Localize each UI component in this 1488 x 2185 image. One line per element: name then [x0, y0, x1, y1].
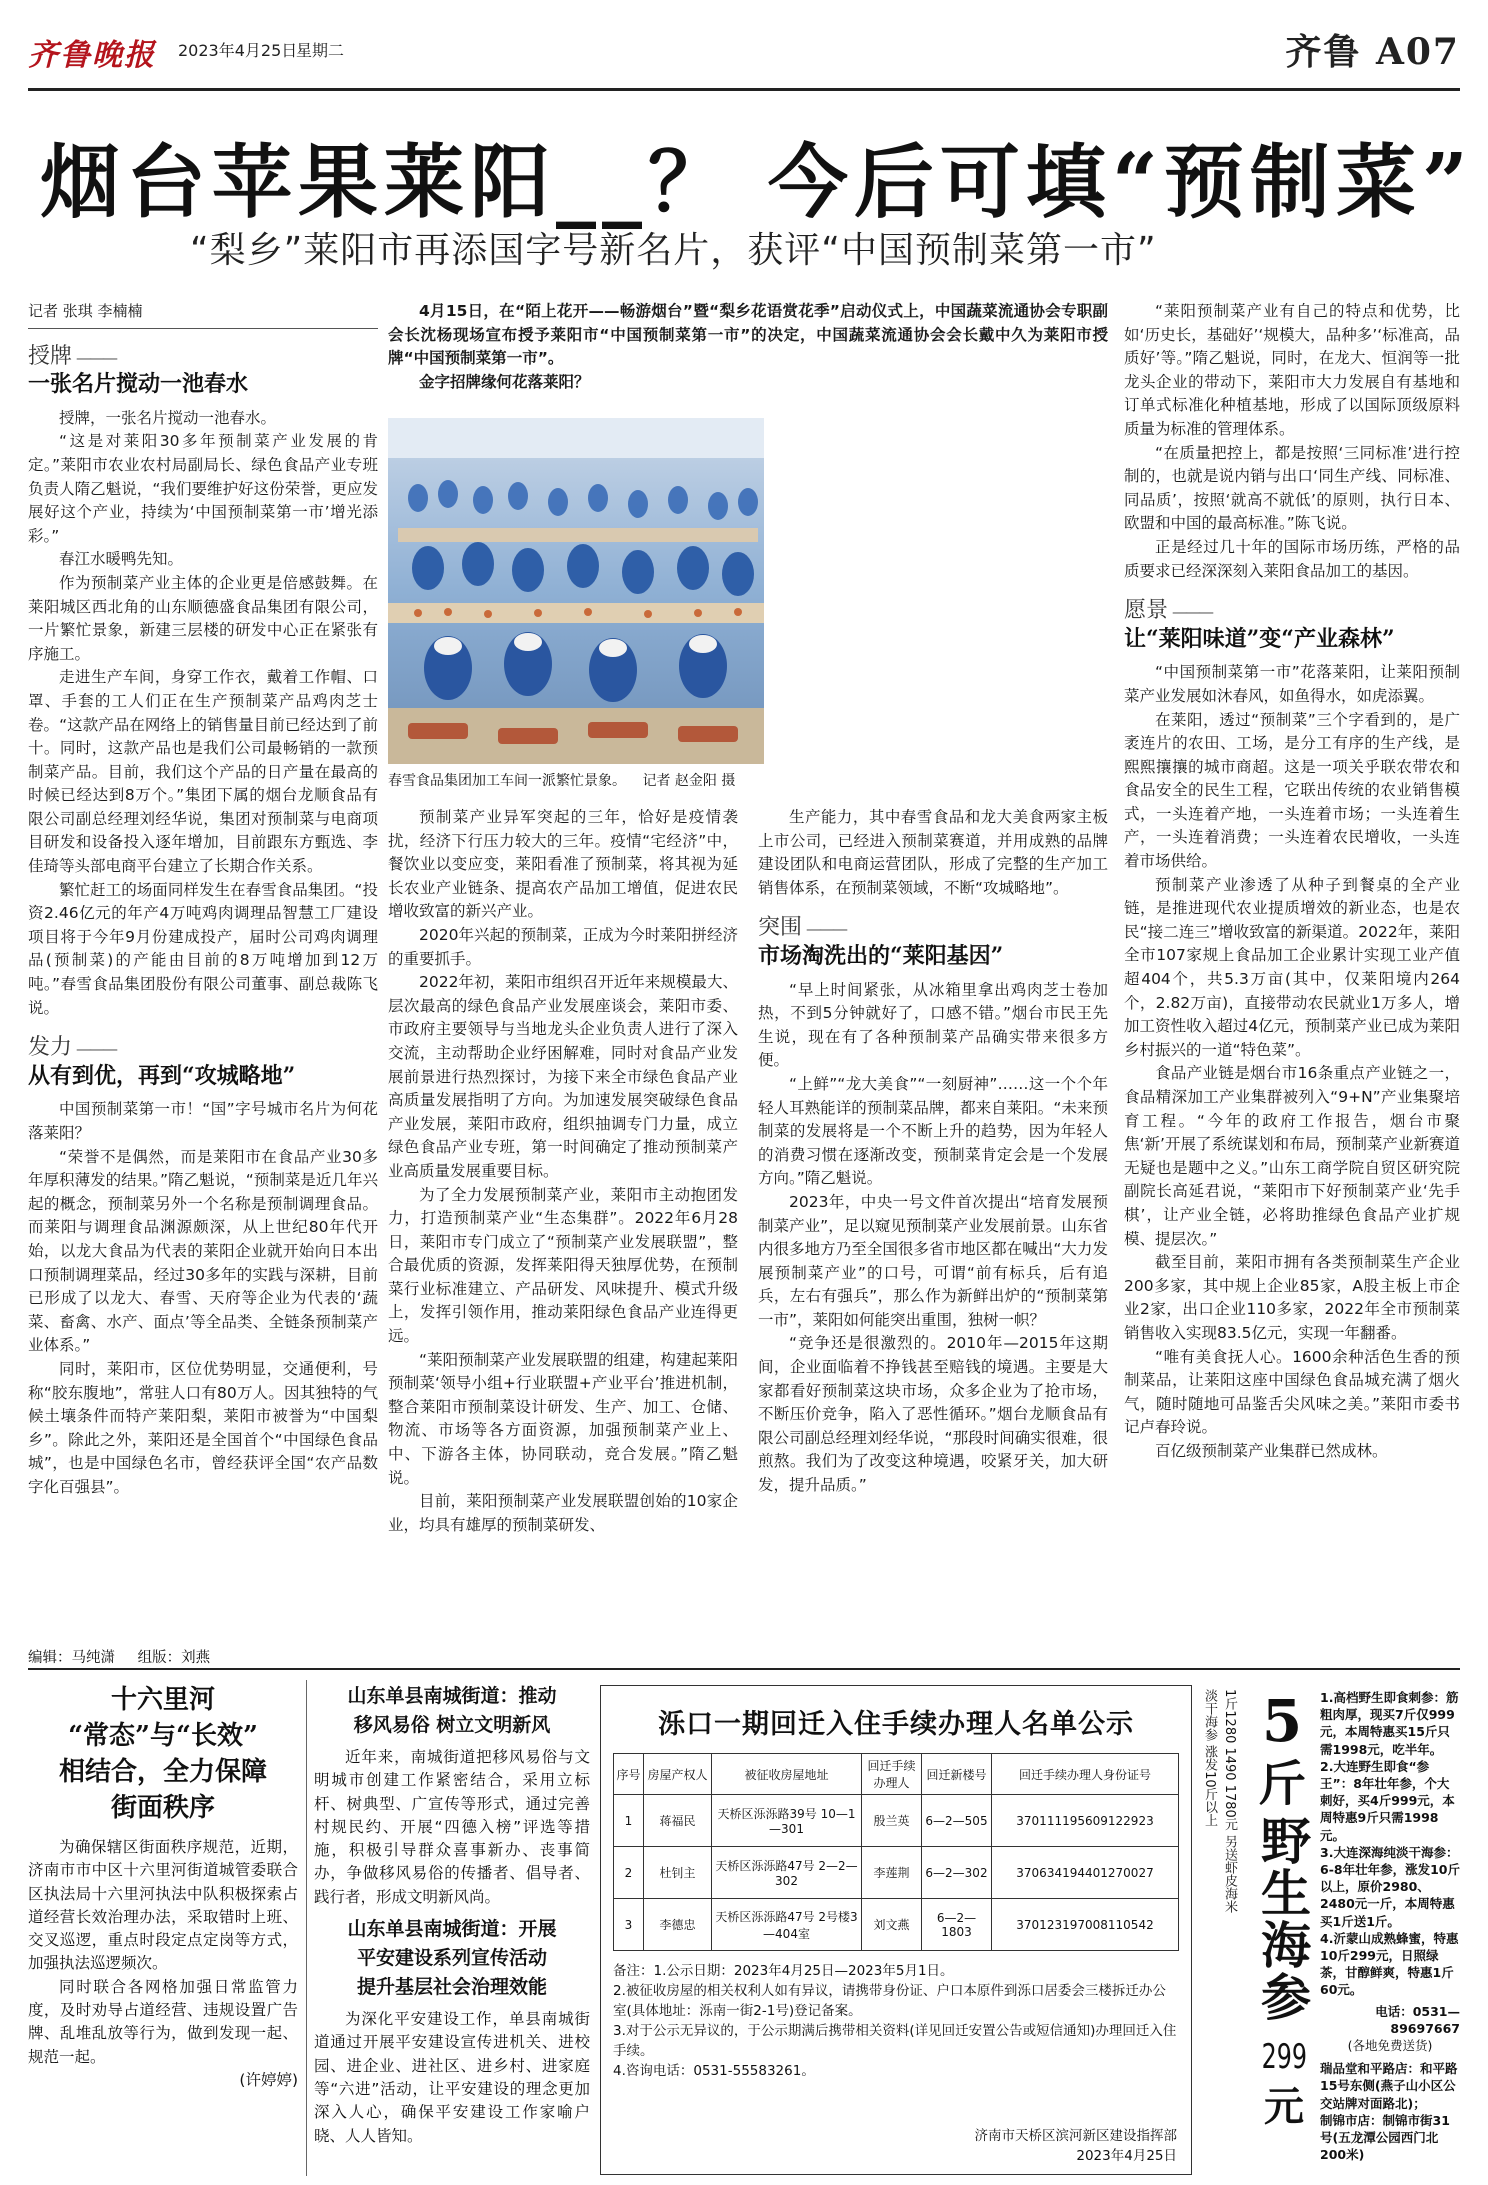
- brief-title-line: 山东单县南城街道：开展: [347, 1918, 557, 1941]
- column-rule: [306, 1680, 307, 2176]
- table-cell: 刘文燕: [862, 1899, 922, 1951]
- paragraph: 百亿级预制菜产业集群已然成林。: [1155, 1441, 1388, 1460]
- notice-note: 4.咨询电话：0531-55583261。: [613, 2063, 815, 2079]
- brief-title-line: 街面秩序: [110, 1793, 215, 1823]
- article-lead: [388, 300, 1108, 412]
- table-cell: 6—2—302: [922, 1847, 992, 1899]
- paragraph: 2020年兴起的预制菜，正成为今时莱阳拼经济的重要抓手。: [388, 925, 738, 968]
- paragraph: 2023年，中央一号文件首次提出“培育发展预制菜产业”，足以窥见预制菜产业发展前景。山东省内很多地方乃至全国很多省市地区都在喊出“大力发展预制菜产业”的口号，可谓“前有标兵，后有追兵，左右有强兵”，那么作为新鲜出炉的“预制菜第一市”，莱阳如何能突出重围，独树一帜？: [758, 1192, 1108, 1329]
- notice-table: [613, 1753, 1179, 1951]
- paragraph: “莱阳预制菜产业发展联盟的组建，构建起莱阳预制菜‘领导小组+行业联盟+产业平台’推进机制，整合莱阳市预制菜设计研发、生产、加工、仓储、物流、市场等各方面资源，加强预制菜产业上、中、下游各主体，协同联动，竞合发展。”隋乙魁说。: [388, 1350, 738, 1487]
- brief-title-line: 山东单县南城街道：推动: [347, 1685, 557, 1707]
- notice-signer: 济南市天桥区滨河新区建设指挥部: [974, 2128, 1177, 2144]
- newspaper-logo: 齐鲁晚报: [28, 38, 156, 73]
- brief-title-line: 移风易俗 树立文明新风: [353, 1714, 551, 1736]
- caption-text: 春雪食品集团加工车间一派繁忙景象。: [388, 773, 626, 789]
- article-column-2: [388, 806, 738, 1630]
- table-cell: 370634194401270027: [992, 1847, 1179, 1899]
- ad-side-text: 淡干海参 涨发10斤以上: [1202, 1689, 1217, 1827]
- lead-question: 金字招牌缘何花落莱阳？: [419, 372, 590, 391]
- ad-big-unit: 斤: [1257, 1756, 1306, 1812]
- section-page-label: 齐鲁 A07: [1285, 31, 1460, 73]
- section-head-3: [758, 916, 1108, 968]
- ad-side-text: 1斤1280 1490 1780元 另送虾皮海米: [1222, 1689, 1237, 1913]
- paragraph: 在莱阳，透过“预制菜”三个字看到的，是广袤连片的农田、工场，是分工有序的生产线，是熙熙攘攘的城市商超。这是一项关乎联农带农和食品安全的民生工程，它联出传统的农业销售模式，一头连着产地，一头连着市场；一头连着生产，一头连着消费；一头连着农民增收，一头连着市场供给。: [1124, 710, 1460, 871]
- ad-price: 299: [1261, 2037, 1308, 2077]
- section-title: 市场淘洗出的“莱阳基因”: [758, 942, 1004, 969]
- brief-title-line: 提升基层社会治理效能: [356, 1976, 547, 1999]
- brief-title-line: “常态”与“长效”: [68, 1721, 258, 1751]
- section-head-2: [28, 1036, 378, 1088]
- section-kicker: 授牌 ———: [28, 345, 378, 370]
- article-column-4: [1124, 300, 1460, 1630]
- layout-name: 组版：刘燕: [137, 1650, 211, 1666]
- section-title: 从有到优，再到“攻城略地”: [28, 1062, 296, 1089]
- notice-signature: [975, 2126, 1178, 2166]
- table-cell: 6—2—505: [922, 1795, 992, 1847]
- paragraph: 预制菜产业渗透了从种子到餐桌的全产业链，是推进现代农业提质增效的新业态，也是农民“接二连三”增收致富的新渠道。2022年，莱阳全市107家规上食品加工企业累计实现工业产值超404个，共5.3万亩(其中，仅莱阳境内264个，2.82万亩)，直接带动农民就业1万多人，增加工资性收入超过4亿元，预制菜产业已成为莱阳乡村振兴的一道“特色菜”。: [1124, 875, 1460, 1059]
- byline: 记者 张琪 李楠楠: [28, 300, 378, 329]
- paragraph: 作为预制菜产业主体的企业更是倍感鼓舞。在莱阳城区西北角的山东顺德盛食品集团有限公司，一片繁忙景象，新建三层楼的研发中心正在紧张有序施工。: [28, 573, 378, 663]
- paragraph: 截至目前，莱阳市拥有各类预制菜生产企业200多家，其中规上企业85家，A股主板上市企业2家，出口企业110多家，2022年全市预制菜销售收入实现83.5亿元，实现一年翻番。: [1124, 1253, 1460, 1342]
- brief-title: [28, 1682, 298, 1826]
- table-cell: 6—2—1803: [922, 1899, 992, 1951]
- paragraph: “荣誉不是偶然，而是莱阳市在食品产业30多年厚积薄发的结果。”隋乙魁说，“预制菜是近几年兴起的概念，预制菜另外一个名称是预制调理食品。而莱阳与调理食品渊源颇深，从上世纪80年代开始，以龙大食品为代表的莱阳企业就开始向日本出口预制调理菜品，经过30多年的实践与深耕，目前已形成了以龙大、春雪、天府等企业为代表的‘蔬菜、畜禽、水产、面点’等全品类、全链条预制菜产业体系。”: [28, 1147, 378, 1355]
- table-cell: 370123197008110542: [992, 1899, 1179, 1951]
- paragraph: 为深化平安建设工作，单县南城街道通过开展平安建设宣传进机关、进校园、进企业、进社区、进乡村、进家庭等“六进”活动，让平安建设的理念更加深入人心，确保平安建设工作家喻户晓、人人皆知。: [314, 2010, 590, 2145]
- paragraph: 同时联合各网格加强日常监管力度，及时劝导占道经营、违规设置广告牌、乱堆乱放等行为，做到发现一起、规范一起。: [28, 1977, 298, 2066]
- paragraph: 走进生产车间，身穿工作衣，戴着工作帽、口罩、手套的工人们正在生产预制菜产品鸡肉芝士卷。“这款产品在网络上的销售量目前已经达到了前十。同时，这款产品也是我们公司最畅销的一款预制菜产品。目前，我们这个产品的日产量在最高的时候已经达到8万个。”集团下属的烟台龙顺食品有限公司副总经理刘经华说，集团对预制菜与电商项目研发和设备投入逐年增加，目前跟东方甄选、李佳琦等头部电商平台建立了长期合作关系。: [28, 668, 378, 876]
- table-header-row: [614, 1754, 1179, 1795]
- ad-item: 4.沂蒙山成熟蜂蜜，特惠10斤299元，日照绿茶，甘醇鲜爽，特惠1斤60元。: [1320, 1930, 1459, 1998]
- column-header: 回迁新楼号: [922, 1754, 992, 1795]
- section-divider: [28, 1668, 1460, 1670]
- table-cell: 李德忠: [644, 1899, 712, 1951]
- ad-price-unit: 元: [1264, 2083, 1304, 2130]
- table-cell: 2: [614, 1847, 644, 1899]
- notice-date: 2023年4月25日: [1076, 2148, 1177, 2164]
- ad-big-number: 5: [1261, 1687, 1303, 1755]
- paragraph: 春江水暖鸭先知。: [59, 550, 184, 569]
- brief-author: (许婷婷): [239, 2070, 298, 2089]
- section-title: 让“莱阳味道”变“产业森林”: [1124, 625, 1395, 652]
- brief-story-2: [314, 1682, 590, 2177]
- sub-headline: “梨乡”莱阳市再添国字号新名片，获评“中国预制菜第一市”: [190, 230, 1157, 271]
- notice-title: 泺口一期回迁入住手续办理人名单公示: [658, 1709, 1134, 1740]
- masthead-rule: [28, 88, 1460, 91]
- table-cell: 李莲荆: [862, 1847, 922, 1899]
- paragraph: 生产能力，其中春雪食品和龙大美食两家主板上市公司，已经进入预制菜赛道，并用成熟的品牌建设团队和电商运营团队，形成了完整的生产加工销售体系，在预制菜领域，不断“攻城略地”。: [758, 808, 1108, 897]
- main-headline: 烟台苹果莱阳__？ 今后可填“预制菜”: [40, 135, 1474, 229]
- table-cell: 天桥区泺泺路47号 2号楼3—404室: [712, 1899, 862, 1951]
- brief-title-line: 十六里河: [110, 1685, 215, 1715]
- photo-credit: 记者 赵金阳 摄: [642, 773, 736, 789]
- editor-name: 编辑：马纯潇: [28, 1650, 115, 1666]
- ad-item-list: [1320, 1689, 1460, 2163]
- paragraph: “中国预制菜第一市”花落莱阳，让莱阳预制菜产业发展如沐春风，如鱼得水，如虎添翼。: [1124, 663, 1460, 705]
- table-cell: 杜钊主: [644, 1847, 712, 1899]
- section-title: 一张名片搅动一池春水: [28, 371, 249, 398]
- paragraph: 为确保辖区街面秩序规范，近期，济南市市中区十六里河街道城管委联合区执法局十六里河执法中队积极探索占道经营长效治理办法，采取错时上班、交叉巡逻，重点时段定点定岗等方式，加强执法巡逻频次。: [28, 1838, 298, 1973]
- table-row: [614, 1847, 1179, 1899]
- paragraph: “在质量把控上，都是按照‘三同标准’进行控制的，也就是说内销与出口‘同生产线、同标准、同品质’，按照‘就高不就低’的原则，执行日本、欧盟和中国的最高标准。”陈飞说。: [1124, 443, 1460, 533]
- section-head-4: [1124, 599, 1460, 651]
- article-column-1: [28, 300, 378, 1630]
- ad-item: 1.高档野生即食刺参：筋粗肉厚，现买7斤仅999元，本周特惠买15斤只需1998元，吃半年。: [1320, 1690, 1459, 1757]
- photo-caption: [388, 770, 764, 790]
- paragraph: “莱阳预制菜产业有自己的特点和优势，比如‘历史长，基础好’‘规模大，品种多’‘标准高，品质好’等。”隋乙魁说，同时，在龙大、恒润等一批龙头企业的带动下，莱阳市大力发展自有基地和订单式标准化种植基地，形成了以国际顶级原料质量为标准的管理体系。: [1124, 302, 1460, 438]
- table-row: [614, 1899, 1179, 1951]
- ad-phone-note: (各地免费送货): [1347, 2038, 1433, 2054]
- factory-photo: [388, 418, 764, 764]
- paragraph: “早上时间紧张，从冰箱里拿出鸡肉芝士卷加热，不到5分钟就好了，口感不错。”烟台市民王先生说，现在有了各种预制菜产品确实带来很多方便。: [758, 980, 1108, 1070]
- brief-title: [314, 1682, 590, 1740]
- table-cell: 370111195609122923: [992, 1795, 1179, 1847]
- table-cell: 天桥区泺泺路47号 2—2—302: [712, 1847, 862, 1899]
- brief-title-line: 相结合，全力保障: [58, 1757, 267, 1787]
- lead-paragraph: 4月15日，在“陌上花开——畅游烟台”暨“梨乡花语赏花季”启动仪式上，中国蔬菜流通协会专职副会长沈杨现场宣布授予莱阳市“中国预制菜第一市”的决定，中国蔬菜流通协会会长戴中久为莱阳市授牌“中国预制菜第一市”。: [388, 302, 1108, 368]
- notice-note: 备注：1.公示日期：2023年4月25日—2023年5月1日。: [613, 1963, 954, 1979]
- paragraph: 中国预制菜第一市！“国”字号城市名片为何花落莱阳？: [28, 1100, 378, 1142]
- paragraph: 食品产业链是烟台市16条重点产业链之一，食品精深加工产业集群被列入“9+N”产业集聚培育工程。“今年的政府工作报告，烟台市聚焦‘新’开展了系统谋划和布局，预制菜产业新赛道无疑也是题中之义。”山东工商学院自贸区研究院副院长高延君说，“莱阳市下好预制菜产业‘先手棋’，让产业全链，必将助推绿色食品产业扩规模、提层次。”: [1124, 1064, 1460, 1248]
- sea-cucumber-ad: [1200, 1685, 1460, 2175]
- section-kicker: 愿景 ———: [1124, 599, 1460, 624]
- ad-product-name: 野生海参: [1253, 1815, 1312, 2023]
- notice-note: 2.被征收房屋的相关权利人如有异议，请携带身份证、户口本原件到泺口居委会三楼拆迁办公室(具体地址：泺南一街2-1号)登记备案。: [613, 1983, 1166, 2019]
- factory-workers-image: [388, 418, 764, 764]
- ad-phone: 电话：0531—89697667: [1375, 2003, 1460, 2036]
- issue-weekday: 星期二: [296, 41, 345, 60]
- column-header: 回迁手续办理人身份证号: [992, 1754, 1179, 1795]
- issue-date: 2023年4月25日: [178, 41, 298, 60]
- ad-item: 3.大连深海纯淡干海参：6-8年壮年参，涨发10斤以上，原价2980、2480元一斤，本周特惠买1斤送1斤。: [1320, 1844, 1460, 1929]
- table-row: [614, 1795, 1179, 1847]
- notice-note: 3.对于公示无异议的，于公示期满后携带相关资料(详见回迁安置公告或短信通知)办理回迁入住手续。: [613, 2023, 1177, 2059]
- section-kicker: 突围 ———: [758, 916, 1108, 941]
- paragraph: 预制菜产业异军突起的三年，恰好是疫情袭扰，经济下行压力较大的三年。疫情“宅经济”中，餐饮业以变应变，莱阳看准了预制菜，将其视为延长农业产业链条、提高农产品加工增值，促进农民增收致富的新兴产业。: [388, 808, 738, 921]
- brief-title-line: 平安建设系列宣传活动: [356, 1947, 547, 1970]
- table-cell: 殷兰英: [862, 1795, 922, 1847]
- column-header: 序号: [614, 1754, 644, 1795]
- column-header: 被征收房屋地址: [712, 1754, 862, 1795]
- paragraph: “这是对莱阳30多年预制菜产业发展的肯定。”莱阳市农业农村局副局长、绿色食品产业专班负责人隋乙魁说，“我们要维护好这份荣誉，更应发展好这个产业，持续为‘中国预制菜第一市’增光添彩。”: [28, 432, 378, 545]
- brief-title: [314, 1915, 590, 2002]
- paragraph: 为了全力发展预制菜产业，莱阳市主动抱团发力，打造预制菜产业“生态集群”。2022年6月28日，莱阳市专门成立了“预制菜产业发展联盟”，整合最优质的资源，发挥莱阳得天独厚优势，在预制菜行业标准建立、产品研发、风味提升、模式升级上，发挥引领作用，推动莱阳绿色食品产业连得更远。: [388, 1185, 738, 1346]
- paragraph: “上鲜”“龙大美食”“一刻厨神”……这一个个年轻人耳熟能详的预制菜品牌，都来自莱阳。“未来预制菜的发展将是一个不断上升的趋势，因为年轻人的消费习惯在逐渐改变，预制菜肯定会是一个发展方向。”隋乙魁说。: [758, 1074, 1108, 1188]
- masthead: [28, 22, 1460, 92]
- ad-item: 2.大连野生即食“参王”：8年壮年参，个大刺好，买4斤999元，本周特惠9斤只需1998元。: [1320, 1758, 1455, 1843]
- column-header: 房屋产权人: [644, 1754, 712, 1795]
- paragraph: 正是经过几十年的国际市场历练，严格的品质要求已经深深刻入莱阳食品加工的基因。: [1124, 537, 1460, 580]
- paragraph: “竞争还是很激烈的。2010年—2015年这期间，企业面临着不挣钱甚至赔钱的境遇。主要是大家都看好预制菜这块市场，众多企业为了抢市场，不断压价竞争，陷入了恶性循环。”烟台龙顺食品有限公司副总经理刘经华说，“那段时间确实很难，很煎熬。我们为了改变这种境遇，咬紧牙关，加大研发，提升品质。”: [758, 1334, 1108, 1495]
- editor-credits: [28, 1646, 228, 1667]
- article-column-3: [758, 806, 1108, 1630]
- paragraph: 近年来，南城街道把移风易俗与文明城市创建工作紧密结合，采用立标杆、树典型、广宣传等形式，通过完善村规民约、开展“四德入榜”评选等措施，积极引导群众喜事新办、丧事简办，争做移风易俗的传播者、倡导者、践行者，形成文明新风尚。: [314, 1748, 590, 1906]
- paragraph: 繁忙赶工的场面同样发生在春雪食品集团。“投资2.46亿元的年产4万吨鸡肉调理品智慧工厂建设项目将于今年9月份建成投产，届时公司鸡肉调理品(预制菜)的产能由目前的8万吨增加到12万吨。”春雪食品集团股份有限公司董事、副总裁陈飞说。: [28, 880, 378, 1017]
- notice-notes: [613, 1961, 1179, 2081]
- brief-story-1: [28, 1682, 298, 2177]
- table-cell: 蒋福民: [644, 1795, 712, 1847]
- section-kicker: 发力 ———: [28, 1036, 378, 1061]
- table-cell: 天桥区泺泺路39号 10—1—301: [712, 1795, 862, 1847]
- table-cell: 3: [614, 1899, 644, 1951]
- ad-address: 瑞品堂和平路店：和平路15号东侧(燕子山小区公交站牌对面路北)；: [1320, 2061, 1458, 2111]
- section-head-1: [28, 345, 378, 397]
- column-header: 回迁手续办理人: [862, 1754, 922, 1795]
- paragraph: 2022年初，莱阳市组织召开近年来规模最大、层次最高的绿色食品产业发展座谈会，莱阳市委、市政府主要领导与当地龙头企业负责人进行了深入交流，主动帮助企业纾困解难，同时对食品产业发展前景进行热烈探讨，为接下来全市绿色食品产业高质量发展指明了方向。为加速发展突破绿色食品产业发展，莱阳市政府，组织抽调专门力量，成立绿色食品产业专班，第一时间确定了推动预制菜产业高质量发展重要目标。: [388, 973, 738, 1180]
- table-cell: 1: [614, 1795, 644, 1847]
- ad-address: 制锦市店：制锦市街31号(五龙潭公园西门北200米): [1320, 2112, 1450, 2163]
- paragraph: 目前，莱阳预制菜产业发展联盟创始的10家企业，均具有雄厚的预制菜研发、: [388, 1492, 738, 1534]
- paragraph: 同时，莱阳市，区位优势明显，交通便利，号称“胶东腹地”，常驻人口有80万人。因其独特的气候土壤条件而特产莱阳梨，莱阳市被誉为“中国梨乡”。除此之外，莱阳还是全国首个“中国绿色食品城”，也是中国绿色名市，曾经获评全国“农产品数字化百强县”。: [28, 1359, 378, 1496]
- paragraph: 授牌，一张名片搅动一池春水。: [59, 408, 277, 427]
- paragraph: “唯有美食抚人心。1600余种活色生香的预制菜品，让莱阳这座中国绿色食品城充满了烟火气，随时随地可品鉴舌尖风味之美。”莱阳市委书记卢春玲说。: [1124, 1347, 1460, 1437]
- public-notice: [600, 1685, 1192, 2175]
